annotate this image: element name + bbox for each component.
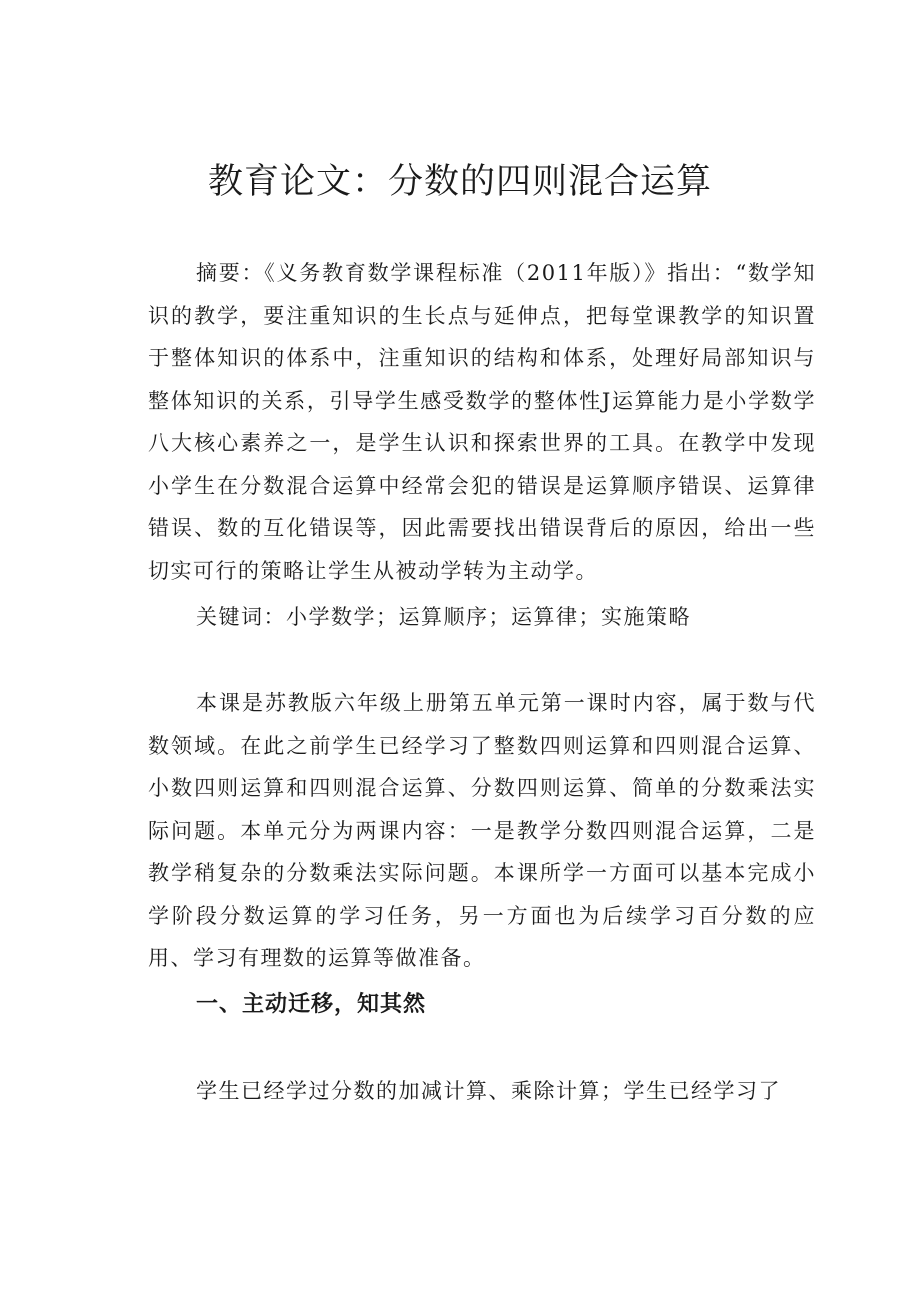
- keywords-line: 关键词：小学数学；运算顺序；运算律；实施策略: [196, 605, 691, 629]
- intro-paragraph: 本课是苏教版六年级上册第五单元第一课时内容，属于数与代数领域。在此之前学生已经学习了整数四则运算和四则混合运算、小数四则运算和四则混合运算、分数四则运算、简单的分数乘法实际问题。本单元分为两课内容：一是教学分数四则混合运算，二是教学稍复杂的分数乘法实际问题。本课所学一方面可以基本完成小学阶段分数运算的学习任务，另一方面也为后续学习百分数的应用、学习有理数的运算等做准备。: [148, 691, 816, 970]
- section-heading-1: 一、主动迁移，知其然: [196, 992, 427, 1017]
- abstract-paragraph: 摘要：《义务教育数学课程标准（2011年版）》指出：“数学知识的教学，要注重知识的生长点与延伸点，把每堂课教学的知识置于整体知识的体系中，注重知识的结构和体系，处理好局部知识与整体知识的关系，引导学生感受数学的整体性J运算能力是小学数学八大核心素养之一，是学生认识和探索世界的工具。在教学中发现小学生在分数混合运算中经常会犯的错误是运算顺序错误、运算律错误、数的互化错误等，因此需要找出错误背后的原因，给出一些切实可行的策略让学生从被动学转为主动学。: [148, 261, 816, 583]
- document-title: 教育论文：分数的四则混合运算: [207, 162, 712, 202]
- section1-paragraph: 学生已经学过分数的加减计算、乘除计算；学生已经学习了: [196, 1079, 781, 1103]
